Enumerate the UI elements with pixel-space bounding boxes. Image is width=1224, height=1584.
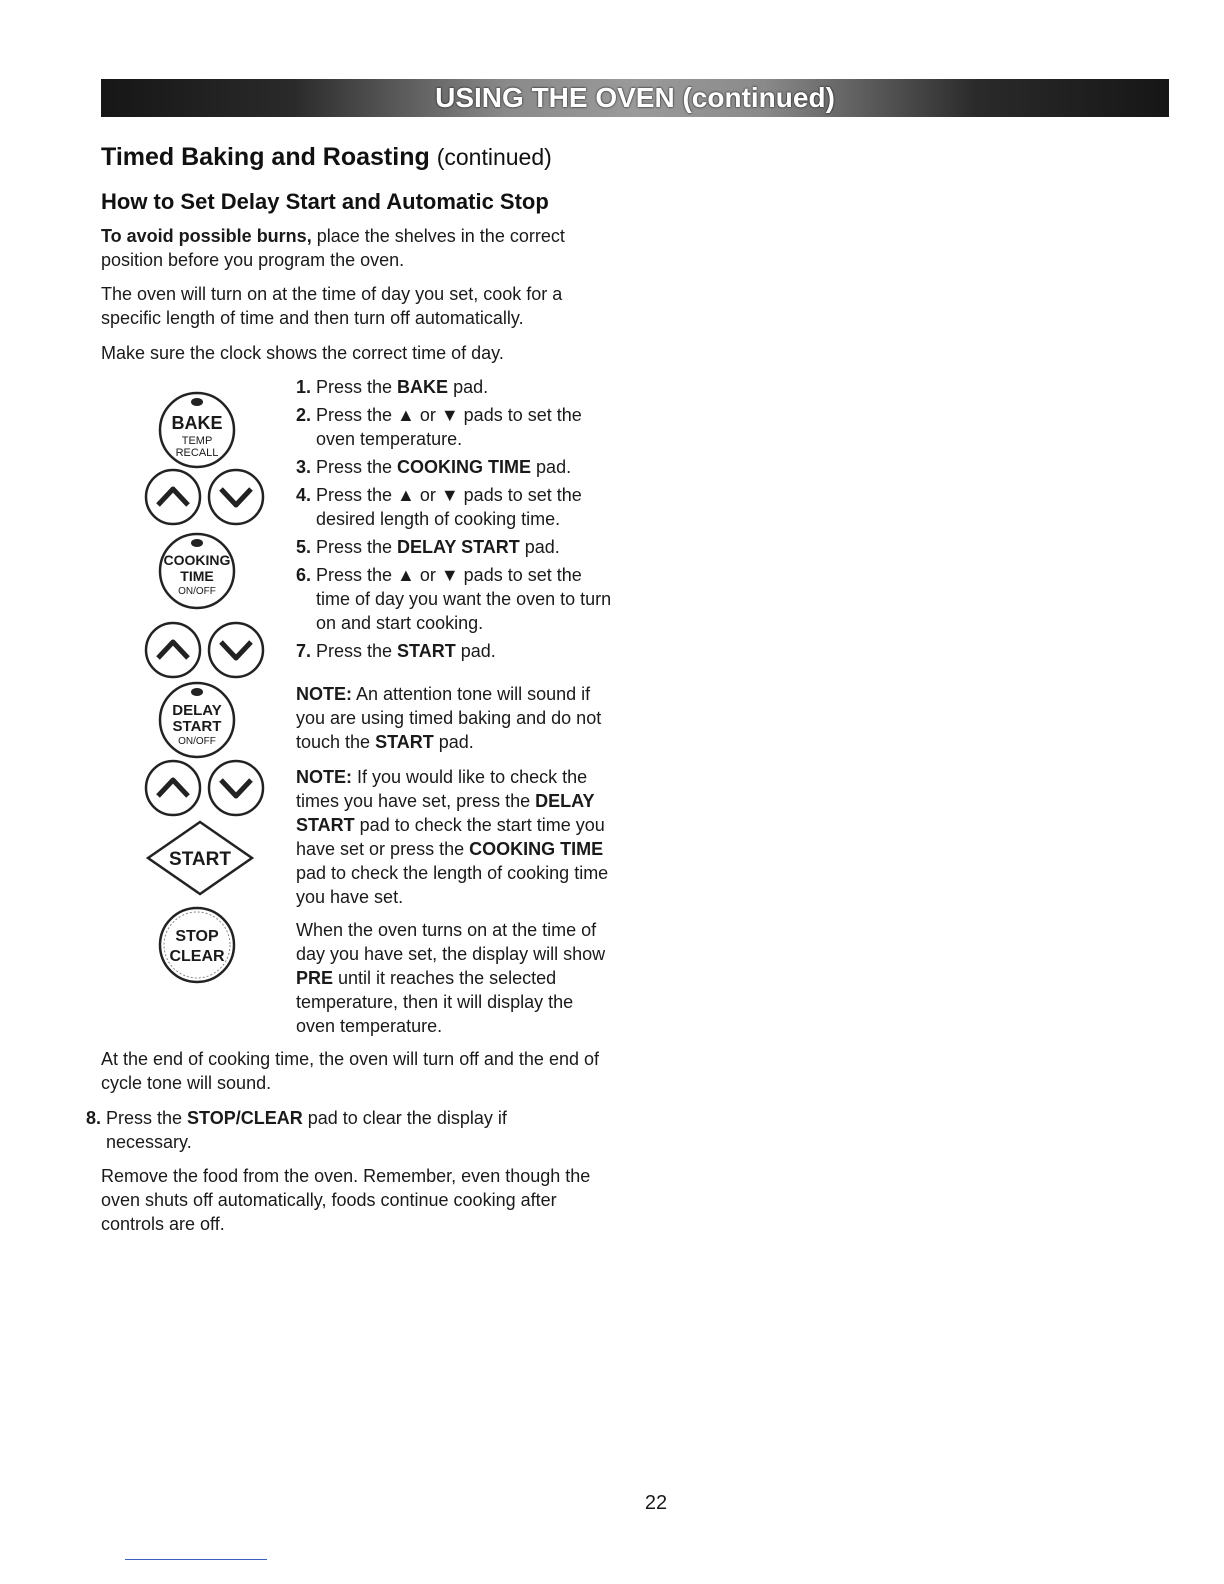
up-arrow-pad-icon	[143, 467, 203, 527]
note-check-times	[296, 765, 616, 909]
start-pad-label: START	[169, 849, 231, 870]
step-item	[296, 455, 616, 479]
burns-warning: To avoid possible burns,	[101, 226, 312, 246]
stop-clear-pad-label1: STOP	[175, 928, 219, 945]
step-bold: STOP/CLEAR	[187, 1108, 303, 1128]
footer-rule	[125, 1559, 267, 1560]
bake-pad-label: BAKE	[171, 413, 223, 433]
cooking-time-pad-icon	[152, 531, 242, 611]
remove-food-paragraph: Remove the food from the oven. Remember, even though the oven shuts off automatically, foods continue cooking after controls are off.	[101, 1166, 591, 1234]
step-8	[86, 1106, 566, 1154]
step-number: 1.	[296, 377, 312, 397]
page-number: 22	[644, 1492, 668, 1514]
step-number: 6.	[296, 565, 312, 585]
note-text-end: pad.	[433, 732, 474, 752]
step-text: Press the ▲ or ▼ pads to set the oven temperature.	[316, 405, 582, 449]
note-bold: COOKING TIME	[469, 839, 604, 859]
step-number: 4.	[296, 485, 312, 505]
note-attention-tone	[296, 682, 616, 754]
step-number: 8.	[86, 1108, 102, 1128]
step-text-end: pad.	[519, 537, 560, 557]
step-text: Press the	[316, 457, 398, 477]
step-number: 2.	[296, 405, 312, 425]
up-arrow-pad-icon	[143, 758, 203, 818]
note-label: NOTE:	[296, 767, 352, 787]
step-number: 3.	[296, 457, 312, 477]
oven-turns-on-paragraph	[296, 918, 616, 1038]
delay-start-pad-icon	[152, 680, 242, 760]
note-bold: DELAY START	[296, 791, 595, 835]
instruction-steps	[296, 375, 616, 667]
step-bold: BAKE	[397, 377, 449, 397]
pre-display: PRE	[296, 968, 334, 988]
note-bold: START	[375, 732, 434, 752]
banner-title: USING THE OVEN (continued)	[435, 82, 835, 113]
step-text-end: pad.	[455, 641, 496, 661]
delay-start-pad-sub: ON/OFF	[178, 736, 216, 747]
delay-start-pad-label1: DELAY	[172, 702, 222, 719]
when-on-text-end: until it reaches the selected temperature, then it will display the oven temperature.	[296, 968, 574, 1036]
step-text: Press the	[316, 377, 398, 397]
step-item	[296, 535, 616, 559]
note-text-end: pad to check the length of cooking time you have set.	[296, 863, 609, 907]
step-bold: DELAY START	[397, 537, 520, 557]
end-cycle-paragraph: At the end of cooking time, the oven will turn off and the end of cycle tone will sound.	[101, 1049, 599, 1093]
step-bold: START	[397, 641, 456, 661]
step-bold: COOKING TIME	[397, 457, 532, 477]
note-text: If you would like to check the times you have set, press the	[296, 767, 588, 811]
step-item	[296, 639, 616, 663]
step-item	[296, 563, 616, 635]
cooking-time-pad-sub: ON/OFF	[178, 586, 216, 597]
down-arrow-pad-icon	[206, 620, 266, 680]
step-text-end: pad.	[448, 377, 489, 397]
bake-pad-sub2: RECALL	[175, 447, 219, 459]
bake-pad-sub1: TEMP	[181, 435, 213, 447]
step-item	[296, 375, 616, 399]
step-text-end: pad.	[531, 457, 572, 477]
heading-title: Timed Baking and Roasting	[101, 143, 430, 171]
intro-paragraph-1	[101, 224, 611, 272]
intro-p1-text: place the shelves in the correct position before you program the oven.	[101, 226, 565, 270]
intro-paragraph-3: Make sure the clock shows the correct time of day.	[101, 343, 504, 363]
cooking-time-pad-label2: TIME	[180, 568, 214, 584]
down-arrow-pad-icon	[206, 467, 266, 527]
step-number: 7.	[296, 641, 312, 661]
start-pad-icon	[140, 818, 260, 898]
section-subheading: How to Set Delay Start and Automatic Stop	[101, 189, 549, 214]
stop-clear-pad-icon	[157, 905, 237, 985]
stop-clear-pad-label2: CLEAR	[169, 948, 225, 965]
intro-paragraph-2: The oven will turn on at the time of day you set, cook for a specific length of time and then turn off automatically.	[101, 284, 563, 328]
bake-pad-icon	[152, 390, 242, 470]
note-text: pad to check the start time you have set or press the	[296, 815, 605, 859]
heading-continued: (continued)	[436, 144, 552, 170]
note-text: An attention tone will sound if you are using timed baking and do not touch the	[296, 684, 602, 752]
step-number: 5.	[296, 537, 312, 557]
down-arrow-pad-icon	[206, 758, 266, 818]
step-text: Press the ▲ or ▼ pads to set the desired length of cooking time.	[316, 485, 582, 529]
step-text: Press the ▲ or ▼ pads to set the time of day you want the oven to turn on and start cooking.	[316, 565, 612, 633]
step-item	[296, 483, 616, 531]
step-text: Press the	[316, 641, 398, 661]
up-arrow-pad-icon	[143, 620, 203, 680]
cooking-time-pad-label1: COOKING	[163, 552, 231, 568]
when-on-text: When the oven turns on at the time of day you have set, the display will show	[296, 920, 606, 964]
step-item	[296, 403, 616, 451]
step-text: Press the	[106, 1108, 188, 1128]
step-text: Press the	[316, 537, 398, 557]
step-text-end: pad to clear the display if necessary.	[106, 1108, 507, 1152]
note-label: NOTE:	[296, 684, 352, 704]
section-banner	[101, 79, 1169, 117]
delay-start-pad-label2: START	[172, 718, 222, 735]
page-heading	[101, 143, 552, 172]
